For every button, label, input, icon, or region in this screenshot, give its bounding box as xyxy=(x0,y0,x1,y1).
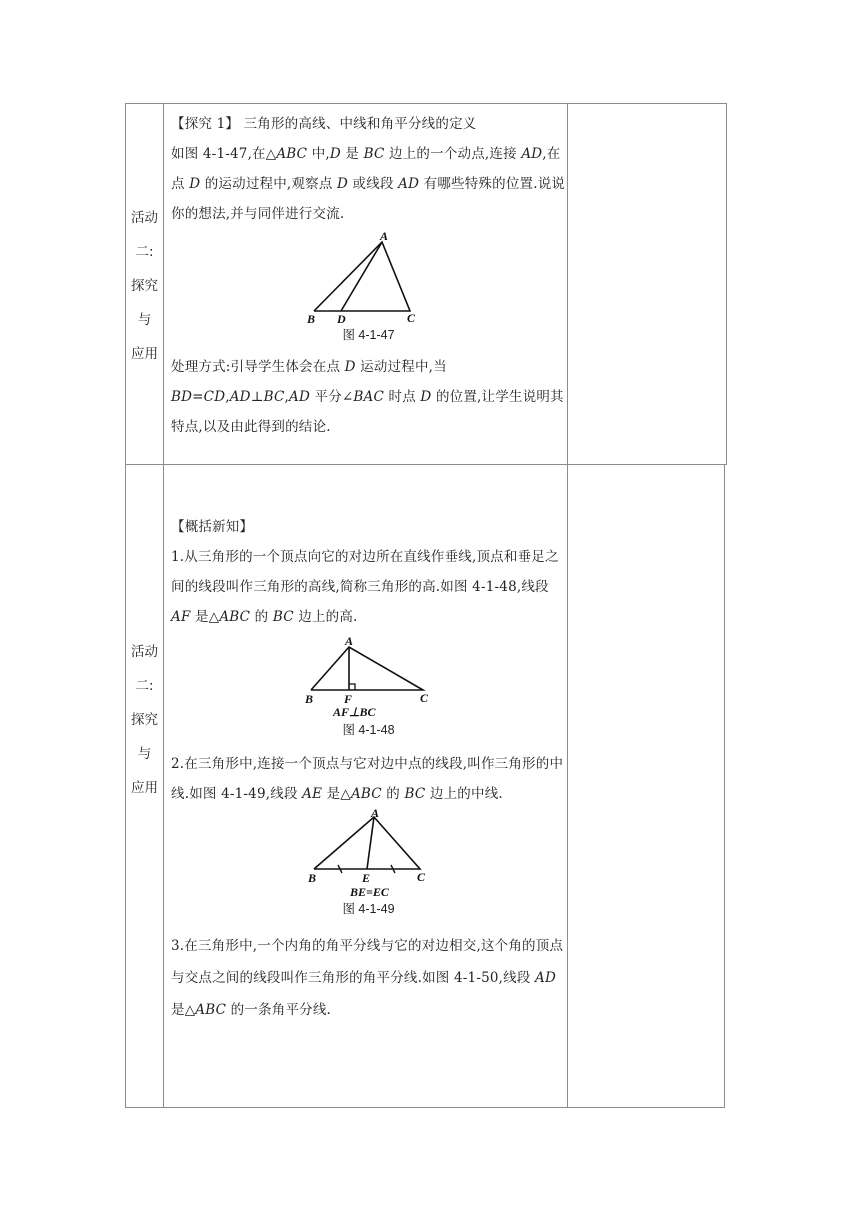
figure-caption: 图 4-1-47 xyxy=(342,328,395,342)
section-2-content xyxy=(171,512,566,1026)
lesson-table-section-1 xyxy=(125,103,727,465)
vertex-label: B xyxy=(306,312,315,325)
vertex-label: A xyxy=(344,634,353,648)
vertex-label: B xyxy=(307,871,316,885)
figure-note: AF⊥BC xyxy=(332,705,375,719)
triangle-figure-4-1-47 xyxy=(304,229,434,325)
figure-caption: 图 4-1-49 xyxy=(342,902,395,916)
vertex-label: A xyxy=(379,229,388,243)
vertex-label: D xyxy=(336,312,346,325)
vertex-label: C xyxy=(416,870,425,884)
definition-altitude: 1.从三角形的一个顶点向它的对边所在直线作垂线,顶点和垂足之间的线段叫作三角形的高线,简称三角形的高.如图 4-1-48,线段 AF 是△ABC 的 BC 边上的高. xyxy=(171,549,559,625)
section-1-content xyxy=(171,109,566,442)
vertex-label: A xyxy=(370,809,379,820)
column-divider xyxy=(163,104,164,464)
figure-note: BE=EC xyxy=(349,885,389,899)
column-divider xyxy=(567,104,568,464)
definition-angle-bisector: 3.在三角形中,一个内角的角平分线与它的对边相交,这个角的顶点与交点之间的线段叫作三角形的角平分线.如图 4-1-50,线段 AD 是△ABC 的一条角平分线. xyxy=(171,938,564,1018)
vertex-label: C xyxy=(406,311,415,325)
section-title: 【探究 1】 三角形的高线、中线和角平分线的定义 xyxy=(171,116,477,132)
vertex-label: C xyxy=(419,691,428,705)
teaching-note: 处理方式:引导学生体会在点 D 运动过程中,当 BD=CD,AD⊥BC,AD 平分∠BAC 时点 D 的位置,让学生说明其特点,以及由此得到的结论. xyxy=(171,359,564,435)
exploration-paragraph: 如图 4-1-47,在△ABC 中,D 是 BC 边上的一个动点,连接 AD,在点 D 的运动过程中,观察点 D 或线段 AD 有哪些特殊的位置.说说你的想法,并与同伴进行交流. xyxy=(171,146,566,222)
vertex-label: F xyxy=(343,692,352,706)
vertex-label: E xyxy=(361,871,370,885)
vertex-label: B xyxy=(304,692,313,706)
triangle-figure-4-1-48 xyxy=(299,634,439,720)
activity-label: 活动 二: 探究 与 应用 xyxy=(131,644,158,796)
figure-caption: 图 4-1-48 xyxy=(342,723,395,737)
triangle-figure-4-1-49 xyxy=(304,809,434,899)
lesson-table-section-2 xyxy=(125,464,725,1108)
column-divider xyxy=(163,465,164,1107)
summary-heading: 【概括新知】 xyxy=(171,519,254,535)
activity-label: 活动 二: 探究 与 应用 xyxy=(131,210,158,362)
column-divider xyxy=(567,465,568,1107)
definition-median: 2.在三角形中,连接一个顶点与它对边中点的线段,叫作三角形的中线.如图 4-1-49,线段 AE 是△ABC 的 BC 边上的中线. xyxy=(171,756,564,802)
